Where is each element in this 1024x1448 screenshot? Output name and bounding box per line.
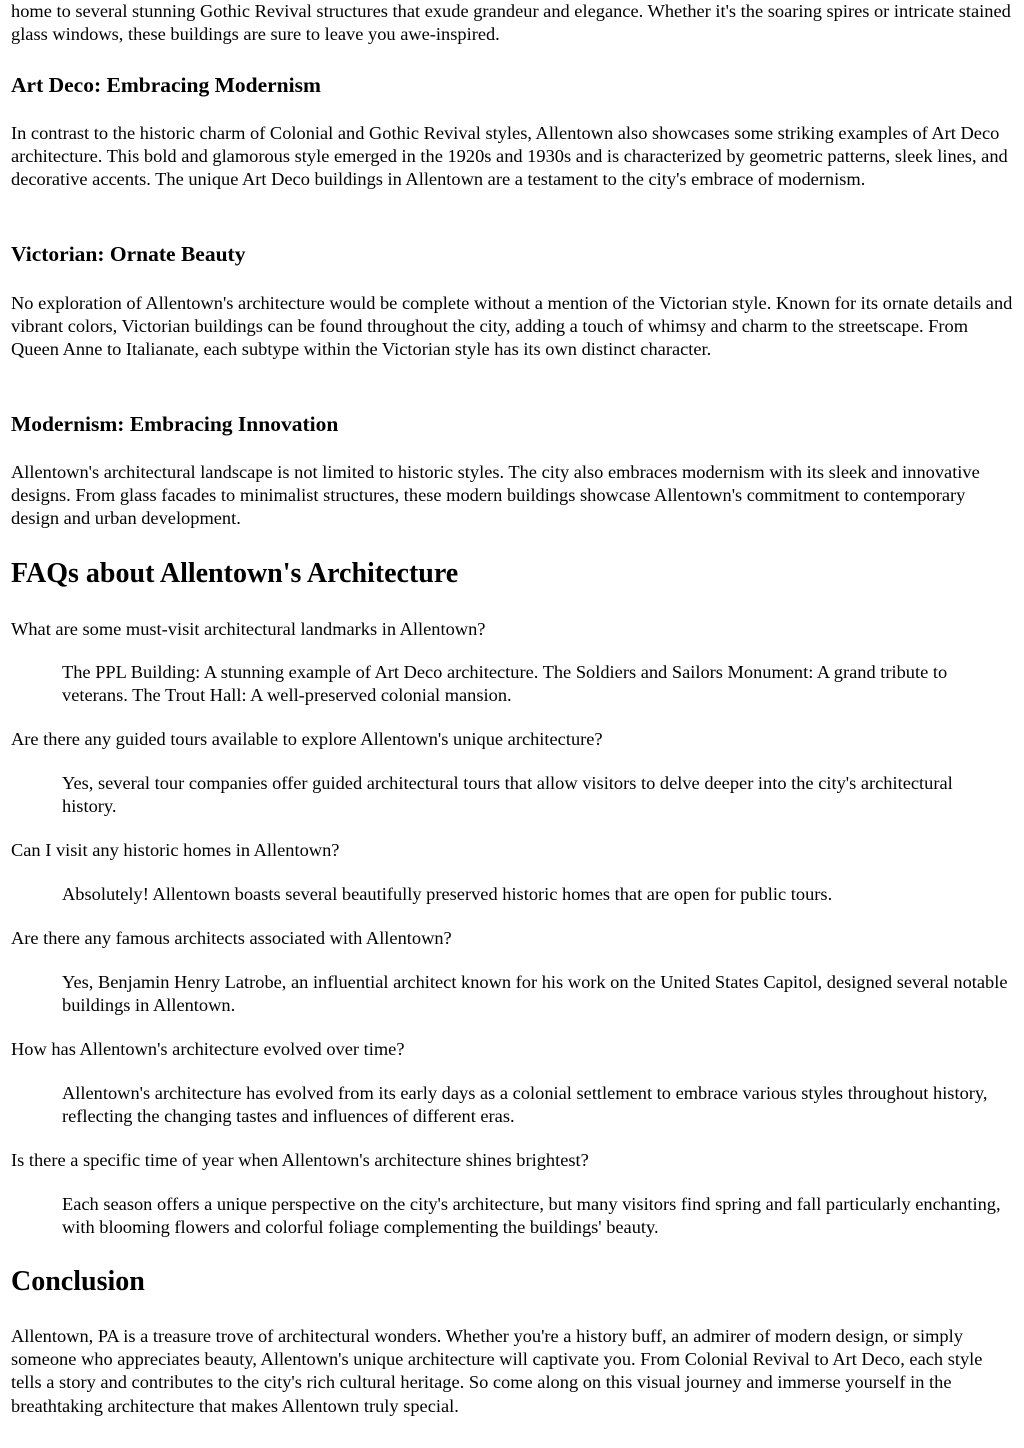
faq-question: Can I visit any historic homes in Allentown? xyxy=(11,840,340,860)
faq-question: Are there any guided tours available to explore Allentown's unique architecture? xyxy=(11,729,603,749)
faq-heading: FAQs about Allentown's Architecture xyxy=(11,558,459,589)
faq-answer: Each season offers a unique perspective on the city's architecture, but many visitors find spring and fall particularly enchanting, with blooming flowers and colorful foliage complementing the buildings' beauty. xyxy=(62,1194,1001,1238)
section-body-modernism: Allentown's architectural landscape is not limited to historic styles. The city also embraces modernism with its sleek and innovative designs. From glass facades to minimalist structures, these modern buildings showcase Allentown's commitment to contemporary design and urban development. xyxy=(11,462,980,529)
conclusion-heading: Conclusion xyxy=(11,1266,145,1297)
faq-question: Is there a specific time of year when Allentown's architecture shines brightest? xyxy=(11,1150,589,1170)
intro-tail-paragraph: home to several stunning Gothic Revival structures that exude grandeur and elegance. Whether it's the soaring spires or intricate stained glass windows, these buildings are sure to leave you awe-inspired. xyxy=(11,1,1011,45)
section-body-victorian: No exploration of Allentown's architecture would be complete without a mention of the Victorian style. Known for its ornate details and vibrant colors, Victorian buildings can be found throughout the city, adding a touch of whimsy and charm to the streetscape. From Queen Anne to Italianate, each subtype within the Victorian style has its own distinct character. xyxy=(11,293,1013,360)
section-body-art-deco: In contrast to the historic charm of Colonial and Gothic Revival styles, Allentown also showcases some striking examples of Art Deco architecture. This bold and glamorous style emerged in the 1920s and 1930s and is characterized by geometric patterns, sleek lines, and decorative accents. The unique Art Deco buildings in Allentown are a testament to the city's embrace of modernism. xyxy=(11,123,1008,190)
faq-answer: The PPL Building: A stunning example of Art Deco architecture. The Soldiers and Sailors Monument: A grand tribute to veterans. The Trout Hall: A well-preserved colonial mansion. xyxy=(62,662,948,706)
faq-question: What are some must-visit architectural landmarks in Allentown? xyxy=(11,619,486,639)
faq-answer: Absolutely! Allentown boasts several beautifully preserved historic homes that are open for public tours. xyxy=(62,884,833,904)
faq-answer: Allentown's architecture has evolved from its early days as a colonial settlement to embrace various styles throughout history, reflecting the changing tastes and influences of different eras. xyxy=(62,1083,988,1127)
section-heading-victorian: Victorian: Ornate Beauty xyxy=(11,242,246,266)
section-heading-art-deco: Art Deco: Embracing Modernism xyxy=(11,73,321,97)
faq-answer: Yes, several tour companies offer guided architectural tours that allow visitors to delve deeper into the city's architectural history. xyxy=(62,773,953,817)
faq-question: Are there any famous architects associated with Allentown? xyxy=(11,928,452,948)
section-heading-modernism: Modernism: Embracing Innovation xyxy=(11,412,339,436)
conclusion-body: Allentown, PA is a treasure trove of architectural wonders. Whether you're a history buff, an admirer of modern design, or simply someone who appreciates beauty, Allentown's unique architecture will captivate you. From Colonial Revival to Art Deco, each style tells a story and contributes to the city's rich cultural heritage. So come along on this visual journey and immerse yourself in the breathtaking architecture that makes Allentown truly special. xyxy=(11,1326,983,1416)
faq-question: How has Allentown's architecture evolved over time? xyxy=(11,1039,405,1059)
faq-answer: Yes, Benjamin Henry Latrobe, an influential architect known for his work on the United States Capitol, designed several notable buildings in Allentown. xyxy=(62,972,1008,1016)
